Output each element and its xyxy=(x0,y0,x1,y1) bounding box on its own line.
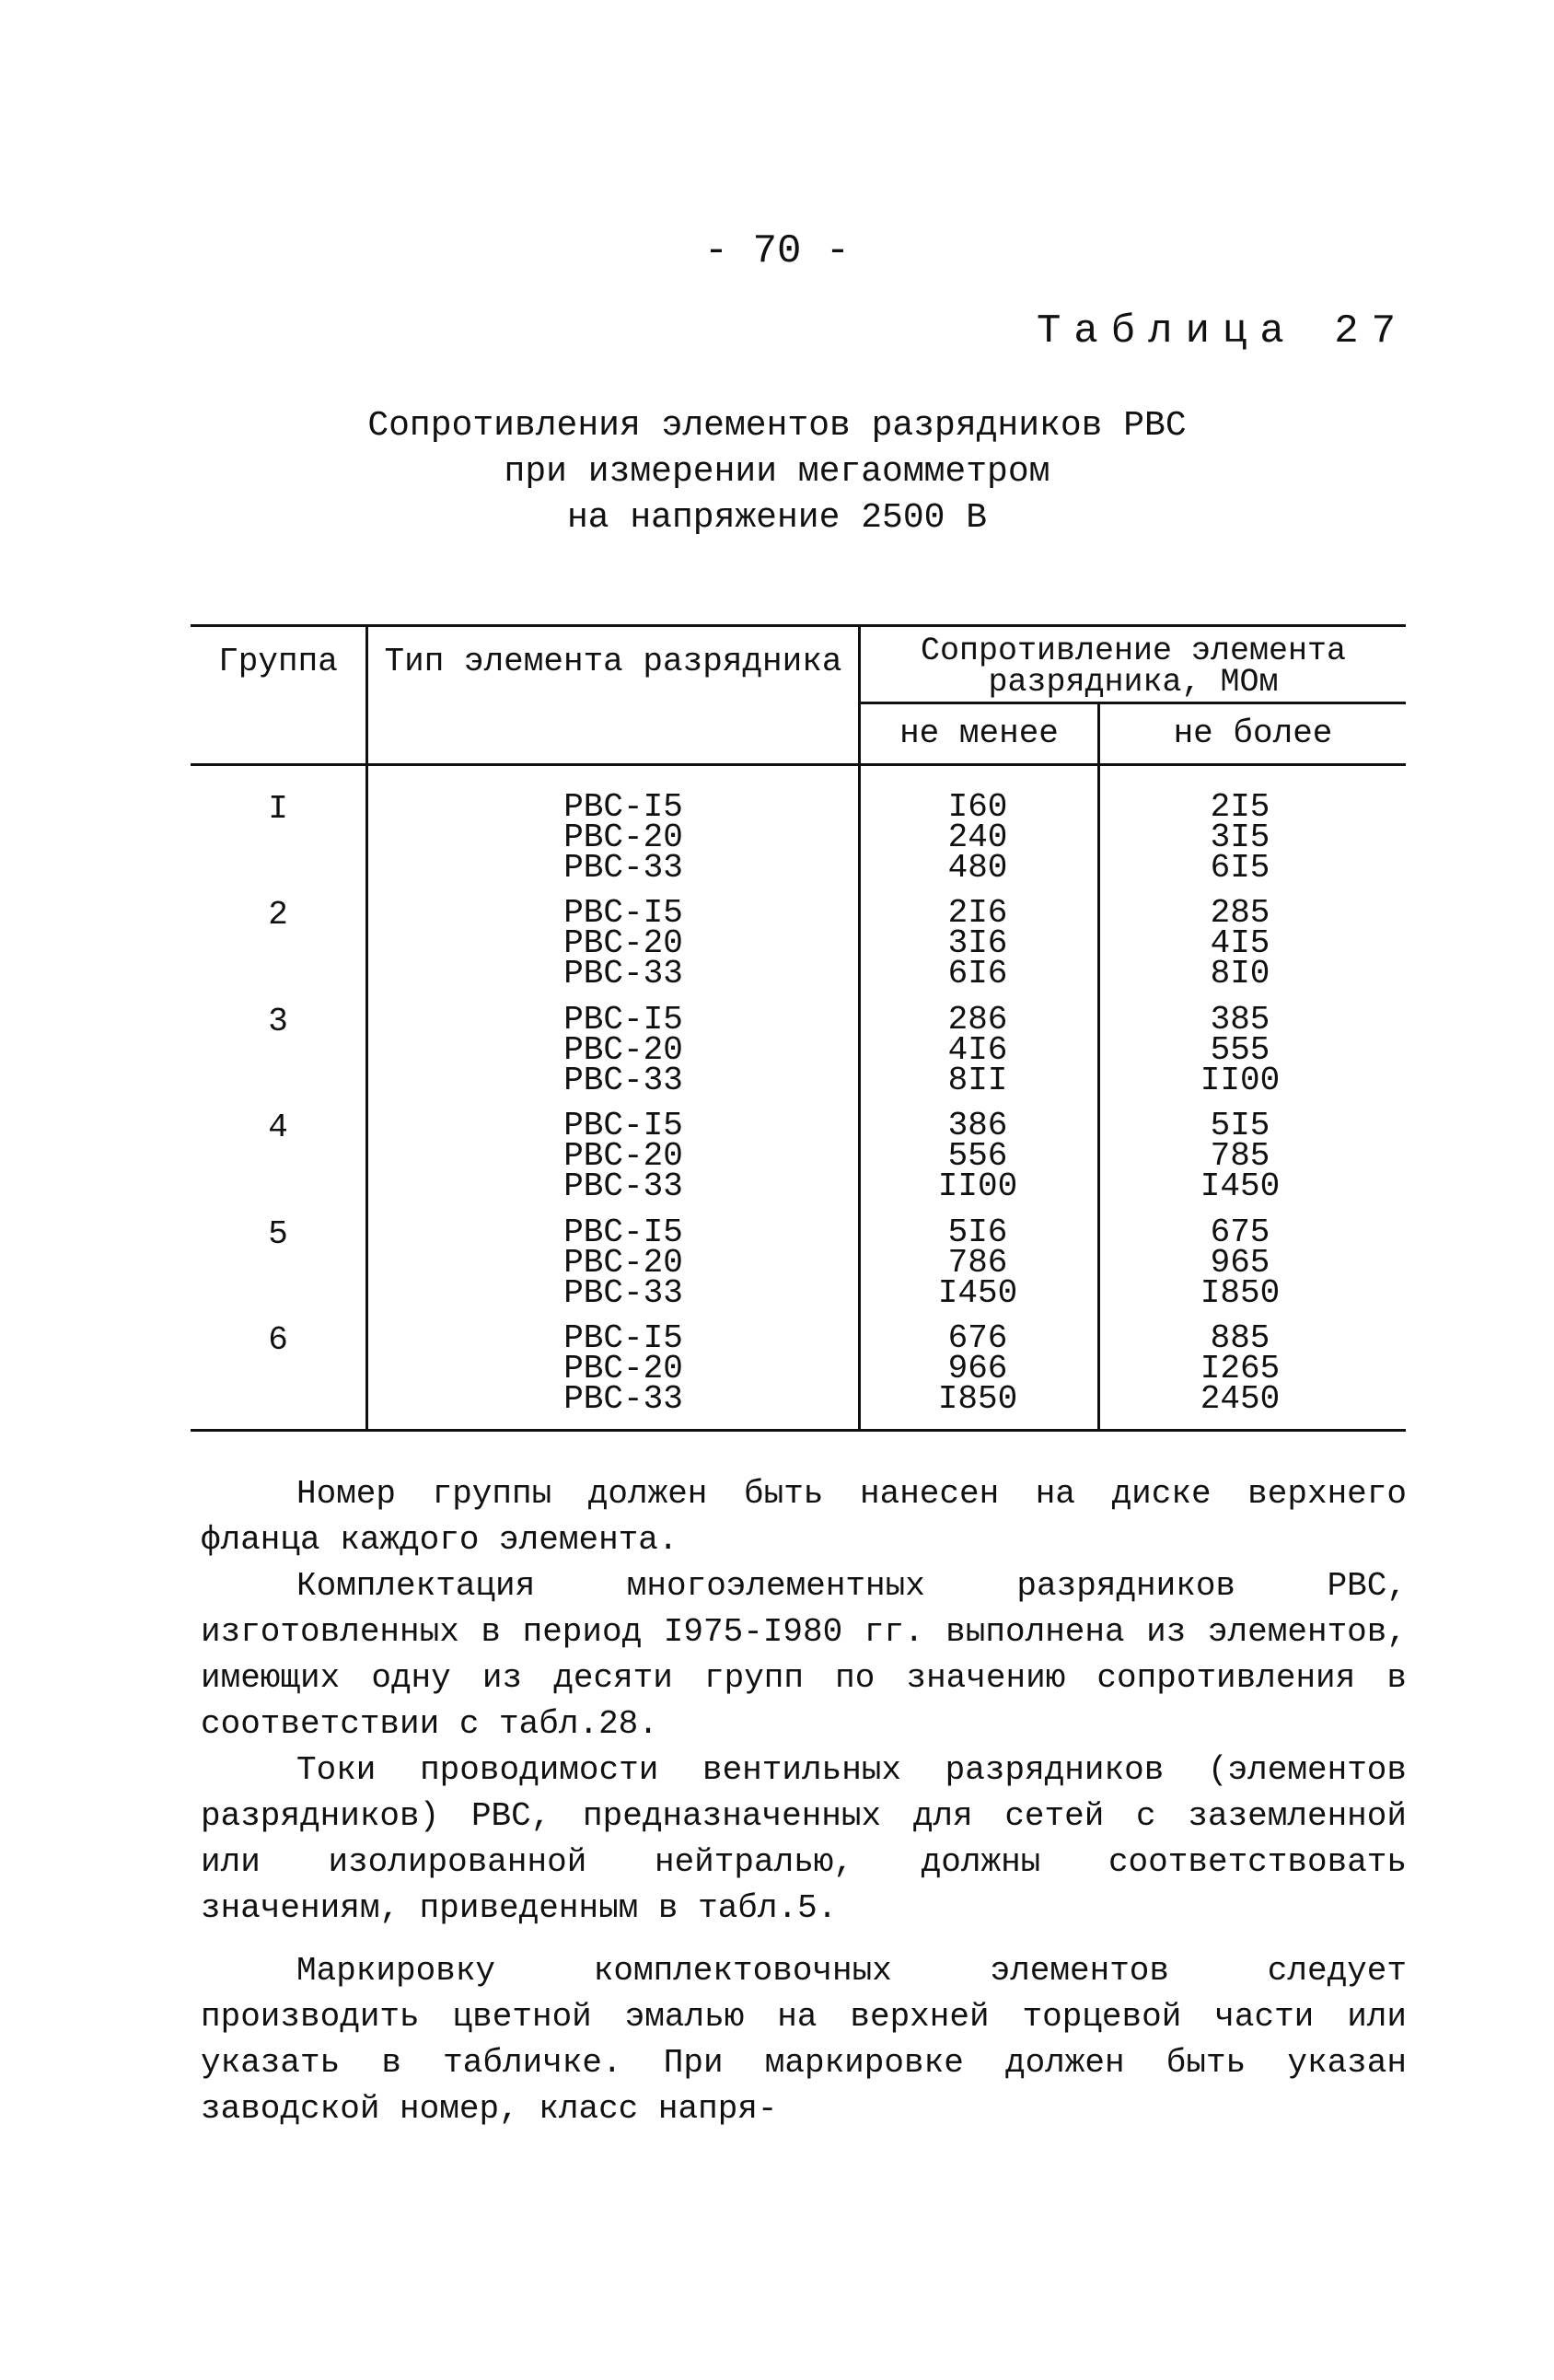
min-cell: 8II xyxy=(947,1062,1008,1099)
max-cell: 785 xyxy=(1210,1137,1270,1175)
max-cell: 2I5 xyxy=(1210,788,1270,826)
paragraph-marking-instructions: Маркировку комплектовочных элементов следует производить цветной эмалью на верхней торцевой части или указать в табличке. При маркировке должен быть указан заводской номер, класс напря- xyxy=(201,1952,1407,2128)
page-number: - 70 - xyxy=(703,228,851,274)
subheader-rule xyxy=(858,702,1406,704)
min-group-3 xyxy=(918,1001,1038,1099)
type-cell: РВС-20 xyxy=(563,1350,683,1387)
header-group: Группа xyxy=(218,643,338,680)
min-cell: 3I6 xyxy=(947,924,1008,962)
type-cell: РВС-20 xyxy=(563,1137,683,1175)
min-cell: 480 xyxy=(947,849,1008,887)
group-3: 3 xyxy=(268,1003,288,1040)
resistance-table xyxy=(191,624,1406,1442)
max-group-2 xyxy=(1180,894,1300,993)
group-1: I xyxy=(268,790,288,828)
max-group-1 xyxy=(1180,788,1300,887)
max-cell: 885 xyxy=(1210,1319,1270,1357)
min-cell: 6I6 xyxy=(947,955,1008,993)
header-type: Тип элемента разрядника xyxy=(384,643,842,680)
type-cell: РВС-I5 xyxy=(563,1319,683,1357)
group-5: 5 xyxy=(268,1215,288,1253)
max-cell: 2450 xyxy=(1200,1380,1281,1418)
max-cell: 285 xyxy=(1210,894,1270,932)
types-group-1 xyxy=(522,788,725,887)
max-cell: 3I5 xyxy=(1210,818,1270,856)
max-cell: II00 xyxy=(1200,1062,1281,1099)
types-group-5 xyxy=(522,1213,725,1312)
type-cell: РВС-33 xyxy=(563,1380,683,1418)
max-cell: I450 xyxy=(1200,1167,1281,1205)
type-cell: РВС-33 xyxy=(563,849,683,887)
max-cell: 385 xyxy=(1210,1001,1270,1039)
paragraph-group-marking: Номер группы должен быть нанесен на диске верхнего фланца каждого элемента. xyxy=(201,1475,1407,1559)
min-group-4 xyxy=(918,1107,1038,1205)
table-caption xyxy=(0,403,1554,541)
min-group-1 xyxy=(918,788,1038,887)
header-min: не менее xyxy=(899,714,1059,752)
max-group-4 xyxy=(1180,1107,1300,1205)
max-group-3 xyxy=(1180,1001,1300,1099)
paragraph-conduction-currents: Токи проводимости вентильных разрядников (элементов разрядников) РВС, предназначенных для сетей с заземленной или изолированной нейтралью, должны соответствовать значениям, приведенным в табл.5. xyxy=(201,1751,1407,1927)
type-cell: РВС-20 xyxy=(563,1031,683,1069)
min-group-6 xyxy=(918,1319,1038,1418)
types-group-3 xyxy=(522,1001,725,1099)
type-cell: РВС-20 xyxy=(563,818,683,856)
type-cell: РВС-33 xyxy=(563,1167,683,1205)
type-cell: РВС-33 xyxy=(563,1274,683,1312)
min-cell: 676 xyxy=(947,1319,1008,1357)
table-top-rule xyxy=(191,624,1406,627)
min-cell: I450 xyxy=(937,1274,1018,1312)
header-max: не более xyxy=(1173,714,1333,752)
max-cell: I265 xyxy=(1200,1350,1281,1387)
caption-line-2: при измерении мегаомметром xyxy=(504,452,1050,492)
max-cell: 6I5 xyxy=(1210,849,1270,887)
group-6: 6 xyxy=(268,1321,288,1359)
table-bottom-rule xyxy=(191,1429,1406,1432)
types-group-4 xyxy=(522,1107,725,1205)
caption-line-1: Сопротивления элементов разрядников РВС xyxy=(367,406,1187,446)
max-group-5 xyxy=(1180,1213,1300,1312)
type-cell: РВС-I5 xyxy=(563,894,683,932)
types-group-6 xyxy=(522,1319,725,1418)
min-cell: 2I6 xyxy=(947,894,1008,932)
min-max-divider xyxy=(1097,702,1100,1429)
max-cell: 8I0 xyxy=(1210,955,1270,993)
max-cell: 555 xyxy=(1210,1031,1270,1069)
paragraph-kit-assembly: Комплектация многоэлементных разрядников РВС, изготовленных в период I975-I980 гг. выполнена из элементов, имеющих одну из десяти групп по значению сопротивления в соответствии с табл.28. xyxy=(201,1567,1407,1743)
min-group-2 xyxy=(918,894,1038,993)
types-group-2 xyxy=(522,894,725,993)
min-cell: I850 xyxy=(937,1380,1018,1418)
max-cell: 5I5 xyxy=(1210,1107,1270,1144)
min-cell: 5I6 xyxy=(947,1213,1008,1251)
body-text xyxy=(201,1471,1407,2132)
min-group-5 xyxy=(918,1213,1038,1312)
min-cell: II00 xyxy=(937,1167,1018,1205)
type-cell: РВС-20 xyxy=(563,1244,683,1282)
max-group-6 xyxy=(1180,1319,1300,1418)
min-cell: 386 xyxy=(947,1107,1008,1144)
group-2: 2 xyxy=(268,896,288,934)
max-cell: I850 xyxy=(1200,1274,1281,1312)
min-cell: 240 xyxy=(947,818,1008,856)
min-cell: 966 xyxy=(947,1350,1008,1387)
min-cell: 556 xyxy=(947,1137,1008,1175)
type-cell: РВС-20 xyxy=(563,924,683,962)
max-cell: 4I5 xyxy=(1210,924,1270,962)
type-cell: РВС-I5 xyxy=(563,1213,683,1251)
max-cell: 965 xyxy=(1210,1244,1270,1282)
caption-line-3: на напряжение 2500 В xyxy=(566,498,988,538)
group-column-divider xyxy=(365,624,368,1429)
header-resistance: Сопротивление элемента разрядника, МОм xyxy=(920,633,1347,701)
type-cell: РВС-33 xyxy=(563,1062,683,1099)
max-cell: 675 xyxy=(1210,1213,1270,1251)
group-4: 4 xyxy=(268,1109,288,1146)
type-cell: РВС-I5 xyxy=(563,1001,683,1039)
type-cell: РВС-33 xyxy=(563,955,683,993)
min-cell: 4I6 xyxy=(947,1031,1008,1069)
min-cell: 286 xyxy=(947,1001,1008,1039)
type-cell: РВС-I5 xyxy=(563,788,683,826)
type-cell: РВС-I5 xyxy=(563,1107,683,1144)
min-cell: 786 xyxy=(947,1244,1008,1282)
table-label: Таблица 27 xyxy=(1036,308,1409,354)
min-cell: I60 xyxy=(947,788,1008,826)
header-bottom-rule xyxy=(191,763,1406,766)
